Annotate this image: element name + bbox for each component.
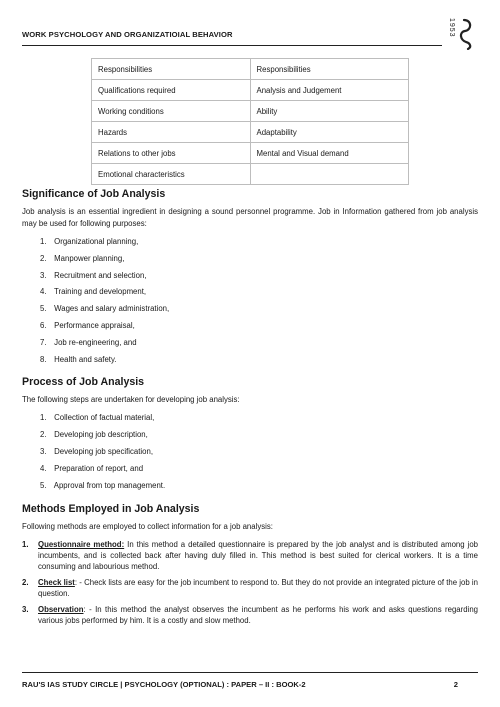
list-item	[40, 446, 478, 463]
table-row	[92, 101, 409, 122]
list-item	[40, 236, 478, 253]
footer-text: RAU'S IAS STUDY CIRCLE | PSYCHOLOGY (OPTIONAL) : PAPER – II : BOOK-2	[22, 680, 306, 689]
section-intro: Following methods are employed to collect information for a job analysis:	[22, 522, 273, 532]
method-description: In this method a detailed questionnaire is prepared by the job analyst and is distributed among job incumbents, and is collected back after having duly filled in. This method is best suited for clerical workers. It is a time consuming and labourious method.	[38, 540, 479, 572]
list-text: Recruitment and selection,	[54, 270, 147, 280]
list-number: 5.	[40, 480, 47, 490]
list-text: Approval from top management.	[53, 480, 166, 490]
list-number: 3.	[40, 446, 47, 456]
list-item	[40, 270, 478, 287]
list-number: 2.	[40, 430, 47, 440]
table-row	[92, 122, 409, 143]
method-number: 2.	[22, 578, 29, 588]
table-cell: Qualifications required	[92, 80, 251, 101]
list-text: Organizational planning,	[54, 237, 139, 246]
job-table-container	[91, 58, 409, 185]
method-term: Observation	[38, 605, 84, 615]
list-number: 1.	[40, 237, 47, 246]
header-divider	[22, 45, 442, 46]
list-item	[40, 286, 478, 303]
list-number: 2.	[40, 253, 47, 263]
list-item	[40, 429, 478, 446]
list-number: 1.	[40, 413, 47, 423]
table-row	[92, 164, 409, 185]
list-text: Preparation of report, and	[54, 463, 144, 473]
method-description: : - In this method the analyst observes the incumbent as he performs his work and asks questions regarding various jobs performed by him. It is a costly and slow method.	[38, 605, 478, 626]
main-content	[22, 188, 478, 631]
table-cell: Emotional characteristics	[92, 164, 251, 185]
list-number: 5.	[40, 304, 47, 314]
list-item	[40, 412, 478, 429]
list-text: Wages and salary administration,	[54, 304, 170, 314]
table-cell: Mental and Visual demand	[250, 143, 409, 164]
table-cell	[250, 164, 409, 185]
table-cell: Analysis and Judgement	[250, 80, 409, 101]
methods-list	[22, 539, 478, 626]
table-row	[92, 143, 409, 164]
section-heading: Methods Employed in Job Analysis	[22, 503, 200, 516]
list-item	[40, 480, 478, 497]
logo-year: 1953	[448, 18, 455, 38]
job-attributes-table	[91, 58, 409, 185]
method-term: Questionnaire method:	[38, 540, 125, 550]
purposes-list	[40, 236, 478, 370]
method-term: Check list	[38, 578, 75, 588]
list-text: Manpower planning,	[54, 253, 125, 263]
list-item	[40, 253, 478, 270]
table-row	[92, 80, 409, 101]
list-text: Collection of factual material,	[54, 413, 155, 423]
list-text: Developing job description,	[54, 430, 148, 440]
table-cell: Responsibilities	[92, 59, 251, 80]
section-heading: Process of Job Analysis	[22, 376, 145, 389]
section-intro: The following steps are undertaken for developing job analysis:	[22, 395, 240, 405]
method-item	[22, 539, 478, 572]
table-cell: Relations to other jobs	[92, 143, 251, 164]
method-number: 3.	[22, 605, 29, 615]
process-section	[22, 376, 478, 496]
table-row	[92, 59, 409, 80]
table-cell: Ability	[250, 101, 409, 122]
list-number: 7.	[40, 337, 47, 347]
page-header	[22, 18, 478, 46]
table-cell: Hazards	[92, 122, 251, 143]
footer-divider	[22, 672, 478, 673]
table-cell: Responsibilities	[250, 59, 409, 80]
list-text: Training and development,	[54, 287, 147, 297]
steps-list	[40, 412, 478, 496]
list-number: 4.	[40, 287, 47, 297]
methods-section	[22, 503, 478, 626]
section-intro: Job analysis is an essential ingredient in designing a sound personnel programme. Job in Information gathered from job analysis may be used for following purposes:	[22, 207, 478, 228]
section-heading: Significance of Job Analysis	[22, 188, 166, 200]
method-item	[22, 577, 478, 599]
institute-logo	[442, 14, 478, 50]
list-number: 4.	[40, 463, 47, 473]
list-number: 3.	[40, 270, 47, 280]
page-number: 2	[453, 680, 458, 689]
list-number: 8.	[40, 354, 47, 364]
method-item	[22, 604, 478, 626]
list-number: 6.	[40, 320, 47, 330]
list-item	[40, 303, 478, 320]
list-item	[40, 354, 478, 371]
list-text: Developing job specification,	[54, 446, 153, 456]
table-cell: Working conditions	[92, 101, 251, 122]
list-item	[40, 320, 478, 337]
list-text: Performance appraisal,	[54, 320, 135, 330]
method-number: 1.	[22, 540, 29, 550]
list-item	[40, 337, 478, 354]
method-description: : - Check lists are easy for the job incumbent to respond to. But they do not provide an integrated picture of the job in question.	[38, 578, 478, 599]
page-footer	[22, 672, 478, 689]
table-cell: Adaptability	[250, 122, 409, 143]
list-item	[40, 463, 478, 480]
significance-section	[22, 188, 478, 370]
list-text: Job re-engineering, and	[54, 337, 137, 347]
header-title: WORK PSYCHOLOGY AND ORGANIZATIOIAL BEHAVIOR	[22, 30, 233, 39]
list-text: Health and safety.	[54, 354, 117, 364]
